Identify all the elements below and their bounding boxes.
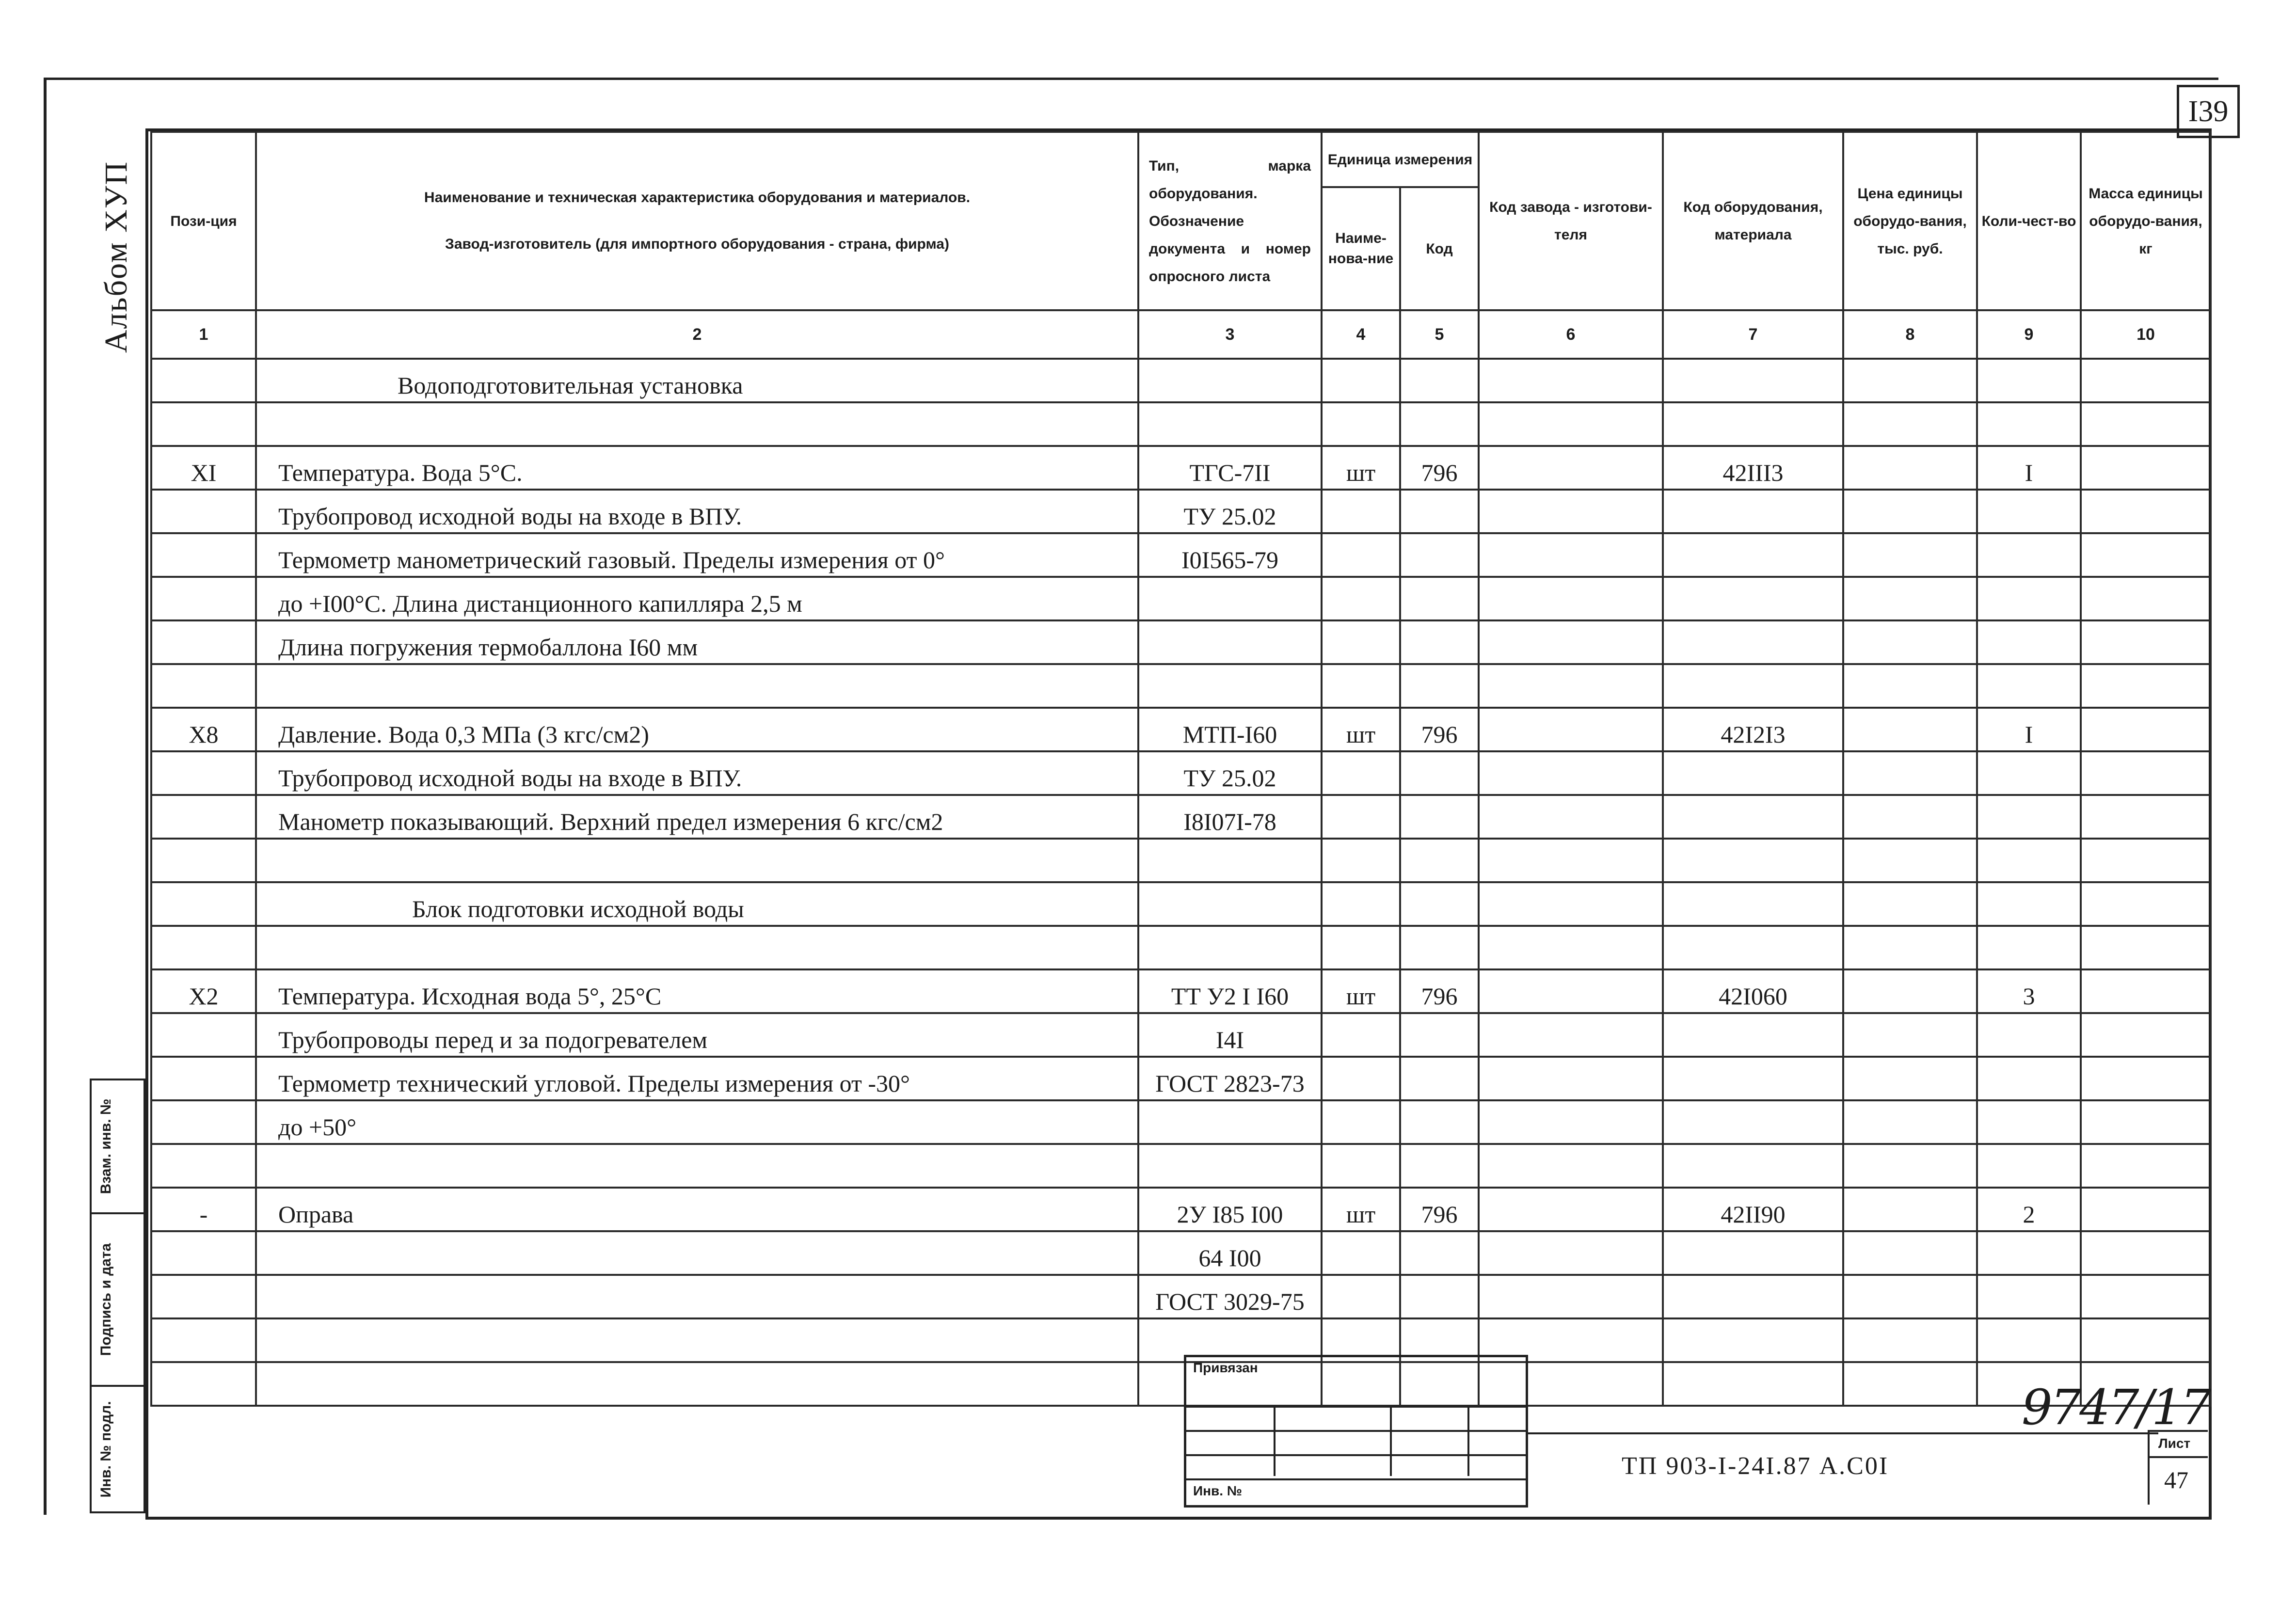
cell-price xyxy=(1843,1013,1977,1057)
table-row xyxy=(151,1318,2211,1362)
cell-unit-code xyxy=(1400,1013,1479,1057)
cell-mass xyxy=(2081,490,2211,533)
cell-unit-name xyxy=(1322,839,1400,882)
cell-price xyxy=(1843,1231,1977,1275)
cell-price xyxy=(1843,1100,1977,1144)
cell-plant-code xyxy=(1479,839,1663,882)
cell-type: ТГС-7II xyxy=(1138,446,1322,490)
cell-unit-name xyxy=(1322,1275,1400,1318)
cell-price xyxy=(1843,490,1977,533)
cell-position xyxy=(151,359,256,402)
cell-equip-code xyxy=(1663,1013,1843,1057)
cell-mass xyxy=(2081,1100,2211,1144)
cell-mass xyxy=(2081,446,2211,490)
header-position: Пози-ция xyxy=(151,132,256,310)
table-row xyxy=(151,839,2211,882)
cell-position: - xyxy=(151,1188,256,1231)
table-row xyxy=(151,620,2211,664)
cell-equip-code xyxy=(1663,1362,1843,1406)
cell-type xyxy=(1138,926,1322,969)
cell-equip-code xyxy=(1663,490,1843,533)
album-label-text: Альбом ХУП xyxy=(98,160,134,353)
table-row xyxy=(151,969,2211,1013)
cell-qty: I xyxy=(1977,708,2081,751)
cell-type: ГОСТ 2823-73 xyxy=(1138,1057,1322,1100)
cell-unit-name xyxy=(1322,664,1400,708)
table-row xyxy=(151,1100,2211,1144)
cell-name: Трубопровод исходной воды на входе в ВПУ. xyxy=(256,751,1138,795)
cell-mass xyxy=(2081,1013,2211,1057)
cell-equip-code xyxy=(1663,1100,1843,1144)
side-stamp-vzam-text: Взам. инв. № xyxy=(98,1098,114,1194)
cell-name: Манометр показывающий. Верхний предел измерения 6 кгс/см2 xyxy=(256,795,1138,839)
cell-equip-code xyxy=(1663,1318,1843,1362)
cell-equip-code xyxy=(1663,882,1843,926)
cell-plant-code xyxy=(1479,708,1663,751)
cell-position xyxy=(151,1362,256,1406)
cell-type xyxy=(1138,664,1322,708)
col-number: 1 xyxy=(151,310,256,359)
cell-position xyxy=(151,490,256,533)
cell-name: Трубопровод исходной воды на входе в ВПУ. xyxy=(256,490,1138,533)
cell-name: Трубопроводы перед и за подогревателем xyxy=(256,1013,1138,1057)
cell-type xyxy=(1138,1144,1322,1188)
cell-qty xyxy=(1977,1318,2081,1362)
cell-equip-code: 42II90 xyxy=(1663,1188,1843,1231)
cell-name: Термометр манометрический газовый. Пределы измерения от 0° xyxy=(256,533,1138,577)
cell-name xyxy=(256,1318,1138,1362)
cell-price xyxy=(1843,708,1977,751)
page-number: I39 xyxy=(2177,85,2240,138)
cell-name: Длина погружения термобаллона I60 мм xyxy=(256,620,1138,664)
cell-type xyxy=(1138,620,1322,664)
cell-mass xyxy=(2081,1318,2211,1362)
cell-position xyxy=(151,926,256,969)
cell-qty xyxy=(1977,533,2081,577)
cell-position: XI xyxy=(151,446,256,490)
cell-qty xyxy=(1977,1231,2081,1275)
cell-position xyxy=(151,620,256,664)
cell-equip-code xyxy=(1663,795,1843,839)
cell-mass xyxy=(2081,969,2211,1013)
cell-mass xyxy=(2081,359,2211,402)
cell-equip-code xyxy=(1663,402,1843,446)
cell-position xyxy=(151,577,256,620)
cell-position xyxy=(151,882,256,926)
cell-name xyxy=(256,839,1138,882)
table-row xyxy=(151,1013,2211,1057)
cell-price xyxy=(1843,1144,1977,1188)
cell-unit-name xyxy=(1322,1013,1400,1057)
cell-price xyxy=(1843,882,1977,926)
cell-mass xyxy=(2081,664,2211,708)
cell-position xyxy=(151,1318,256,1362)
cell-unit-name xyxy=(1322,795,1400,839)
cell-price xyxy=(1843,664,1977,708)
col-number: 2 xyxy=(256,310,1138,359)
cell-name: до +50° xyxy=(256,1100,1138,1144)
cell-qty xyxy=(1977,359,2081,402)
cell-type: ГОСТ 3029-75 xyxy=(1138,1275,1322,1318)
cell-unit-name: шт xyxy=(1322,969,1400,1013)
cell-qty xyxy=(1977,620,2081,664)
cell-type: МТП-I60 xyxy=(1138,708,1322,751)
cell-plant-code xyxy=(1479,1144,1663,1188)
cell-equip-code xyxy=(1663,359,1843,402)
cell-unit-name xyxy=(1322,359,1400,402)
cell-plant-code xyxy=(1479,1275,1663,1318)
cell-equip-code xyxy=(1663,664,1843,708)
header-plant-code: Код завода - изготови-теля xyxy=(1479,132,1663,310)
cell-plant-code xyxy=(1479,446,1663,490)
cell-position xyxy=(151,795,256,839)
cell-qty xyxy=(1977,1144,2081,1188)
album-label xyxy=(97,160,136,353)
side-stamp-podl xyxy=(90,1385,145,1513)
cell-equip-code xyxy=(1663,1275,1843,1318)
cell-position xyxy=(151,1013,256,1057)
cell-unit-name xyxy=(1322,926,1400,969)
cell-qty xyxy=(1977,1013,2081,1057)
cell-equip-code: 42III3 xyxy=(1663,446,1843,490)
cell-unit-code xyxy=(1400,1057,1479,1100)
cell-qty xyxy=(1977,1057,2081,1100)
document-code: ТП 903-I-24I.87 А.C0I xyxy=(1622,1452,1889,1480)
cell-plant-code xyxy=(1479,969,1663,1013)
cell-name xyxy=(256,1362,1138,1406)
cell-name: Водоподготовительная установка xyxy=(256,359,1138,402)
cell-mass xyxy=(2081,1057,2211,1100)
table-row xyxy=(151,1362,2211,1406)
cell-plant-code xyxy=(1479,620,1663,664)
cell-unit-code xyxy=(1400,882,1479,926)
cell-position xyxy=(151,751,256,795)
header-qty: Коли-чест-во xyxy=(1977,132,2081,310)
cell-equip-code xyxy=(1663,533,1843,577)
cell-mass xyxy=(2081,1231,2211,1275)
cell-plant-code xyxy=(1479,577,1663,620)
cell-mass xyxy=(2081,839,2211,882)
cell-mass xyxy=(2081,1144,2211,1188)
cell-name: Оправа xyxy=(256,1188,1138,1231)
cell-position xyxy=(151,1057,256,1100)
cell-unit-code xyxy=(1400,751,1479,795)
cell-price xyxy=(1843,1188,1977,1231)
table-row xyxy=(151,1231,2211,1275)
specification-table xyxy=(150,131,2212,1407)
cell-unit-name xyxy=(1322,490,1400,533)
table-row xyxy=(151,1144,2211,1188)
cell-equip-code: 42I2I3 xyxy=(1663,708,1843,751)
cell-type xyxy=(1138,577,1322,620)
header-unit-name: Наиме-нова-ние xyxy=(1322,187,1400,310)
cell-mass xyxy=(2081,1275,2211,1318)
cell-unit-code xyxy=(1400,577,1479,620)
cell-position xyxy=(151,839,256,882)
cell-plant-code xyxy=(1479,751,1663,795)
cell-unit-code: 796 xyxy=(1400,446,1479,490)
cell-price xyxy=(1843,446,1977,490)
cell-qty xyxy=(1977,795,2081,839)
cell-mass xyxy=(2081,926,2211,969)
cell-equip-code xyxy=(1663,1057,1843,1100)
inv-no-label: Инв. № xyxy=(1193,1483,1243,1498)
cell-qty: 2 xyxy=(1977,1188,2081,1231)
cell-unit-name xyxy=(1322,751,1400,795)
cell-position xyxy=(151,402,256,446)
cell-type: 2У I85 I00 xyxy=(1138,1188,1322,1231)
cell-unit-name xyxy=(1322,1231,1400,1275)
cell-name: Блок подготовки исходной воды xyxy=(256,882,1138,926)
cell-unit-code xyxy=(1400,664,1479,708)
cell-mass xyxy=(2081,402,2211,446)
cell-mass xyxy=(2081,751,2211,795)
header-row xyxy=(151,132,2211,187)
privyazan-label: Привязан xyxy=(1193,1360,1258,1375)
table-row xyxy=(151,795,2211,839)
cell-unit-code xyxy=(1400,1100,1479,1144)
header-equip-code: Код оборудования, материала xyxy=(1663,132,1843,310)
cell-qty xyxy=(1977,926,2081,969)
cell-position xyxy=(151,1100,256,1144)
cell-name xyxy=(256,926,1138,969)
cell-unit-name xyxy=(1322,620,1400,664)
col-number: 7 xyxy=(1663,310,1843,359)
cell-qty xyxy=(1977,402,2081,446)
cell-position: X2 xyxy=(151,969,256,1013)
cell-equip-code xyxy=(1663,1144,1843,1188)
cell-name: Температура. Вода 5°С. xyxy=(256,446,1138,490)
cell-plant-code xyxy=(1479,1231,1663,1275)
side-stamp-podl-text: Инв. № подл. xyxy=(98,1400,114,1498)
cell-price xyxy=(1843,1057,1977,1100)
cell-price xyxy=(1843,577,1977,620)
table-row xyxy=(151,577,2211,620)
cell-plant-code xyxy=(1479,1188,1663,1231)
cell-equip-code xyxy=(1663,839,1843,882)
cell-qty xyxy=(1977,1100,2081,1144)
cell-unit-name xyxy=(1322,533,1400,577)
cell-position: X8 xyxy=(151,708,256,751)
cell-price xyxy=(1843,620,1977,664)
col-number: 9 xyxy=(1977,310,2081,359)
cell-type: ТТ У2 I I60 xyxy=(1138,969,1322,1013)
cell-qty: 3 xyxy=(1977,969,2081,1013)
cell-type: I0I565-79 xyxy=(1138,533,1322,577)
cell-name xyxy=(256,1144,1138,1188)
cell-name: до +I00°С. Длина дистанционного капилляра 2,5 м xyxy=(256,577,1138,620)
table-row xyxy=(151,1188,2211,1231)
sheet-value: 47 xyxy=(2164,1466,2188,1493)
table-row xyxy=(151,926,2211,969)
cell-price xyxy=(1843,969,1977,1013)
cell-price xyxy=(1843,926,1977,969)
cell-unit-code xyxy=(1400,1144,1479,1188)
header-name-line2: Завод-изготовитель (для импортного оборудования - страна, фирма) xyxy=(445,236,949,252)
cell-plant-code xyxy=(1479,402,1663,446)
column-number-row xyxy=(151,310,2211,359)
col-number: 4 xyxy=(1322,310,1400,359)
header-name xyxy=(256,132,1138,310)
table-row xyxy=(151,402,2211,446)
cell-unit-name xyxy=(1322,1057,1400,1100)
cell-equip-code xyxy=(1663,1231,1843,1275)
cell-plant-code xyxy=(1479,882,1663,926)
cell-type: I8I07I-78 xyxy=(1138,795,1322,839)
title-block-stamp xyxy=(1184,1355,1528,1508)
cell-qty xyxy=(1977,664,2081,708)
table-row xyxy=(151,708,2211,751)
cell-unit-name xyxy=(1322,577,1400,620)
cell-plant-code xyxy=(1479,795,1663,839)
cell-unit-name xyxy=(1322,1100,1400,1144)
cell-type: I4I xyxy=(1138,1013,1322,1057)
cell-unit-name: шт xyxy=(1322,446,1400,490)
cell-unit-code xyxy=(1400,620,1479,664)
sheet-label: Лист xyxy=(2158,1436,2191,1451)
cell-type xyxy=(1138,1100,1322,1144)
cell-name: Температура. Исходная вода 5°, 25°С xyxy=(256,969,1138,1013)
cell-unit-code: 796 xyxy=(1400,1188,1479,1231)
cell-unit-code xyxy=(1400,795,1479,839)
cell-type xyxy=(1138,402,1322,446)
col-number: 3 xyxy=(1138,310,1322,359)
cell-qty xyxy=(1977,751,2081,795)
col-number: 6 xyxy=(1479,310,1663,359)
cell-position xyxy=(151,664,256,708)
side-stamp-vzam xyxy=(90,1079,145,1214)
header-price: Цена единицы оборудо-вания, тыс. руб. xyxy=(1843,132,1977,310)
cell-plant-code xyxy=(1479,1057,1663,1100)
cell-unit-name xyxy=(1322,882,1400,926)
sheet-box xyxy=(2148,1430,2208,1505)
cell-type: ТУ 25.02 xyxy=(1138,490,1322,533)
cell-qty xyxy=(1977,577,2081,620)
cell-name: Давление. Вода 0,3 МПа (3 кгс/см2) xyxy=(256,708,1138,751)
side-stamp-sign xyxy=(90,1212,145,1387)
cell-unit-code: 796 xyxy=(1400,969,1479,1013)
col-number: 5 xyxy=(1400,310,1479,359)
cell-name xyxy=(256,1231,1138,1275)
cell-plant-code xyxy=(1479,1013,1663,1057)
cell-unit-name: шт xyxy=(1322,708,1400,751)
cell-qty: I xyxy=(1977,446,2081,490)
cell-price xyxy=(1843,1362,1977,1406)
cell-mass xyxy=(2081,882,2211,926)
cell-price xyxy=(1843,795,1977,839)
cell-mass xyxy=(2081,708,2211,751)
cell-equip-code xyxy=(1663,926,1843,969)
cell-type: 64 I00 xyxy=(1138,1231,1322,1275)
cell-unit-code xyxy=(1400,359,1479,402)
cell-mass xyxy=(2081,577,2211,620)
cell-equip-code xyxy=(1663,620,1843,664)
cell-equip-code xyxy=(1663,577,1843,620)
cell-plant-code xyxy=(1479,490,1663,533)
cell-price xyxy=(1843,1275,1977,1318)
cell-mass xyxy=(2081,620,2211,664)
cell-qty xyxy=(1977,1275,2081,1318)
cell-position xyxy=(151,1144,256,1188)
cell-plant-code xyxy=(1479,359,1663,402)
table-row xyxy=(151,664,2211,708)
cell-equip-code: 42I060 xyxy=(1663,969,1843,1013)
cell-unit-code xyxy=(1400,490,1479,533)
table-row xyxy=(151,751,2211,795)
cell-position xyxy=(151,1231,256,1275)
cell-unit-name: шт xyxy=(1322,1188,1400,1231)
table-row xyxy=(151,882,2211,926)
cell-price xyxy=(1843,402,1977,446)
header-unit-group: Единица измерения xyxy=(1322,132,1479,187)
cell-unit-code xyxy=(1400,533,1479,577)
header-mass: Масса единицы оборудо-вания, кг xyxy=(2081,132,2211,310)
cell-unit-code xyxy=(1400,1275,1479,1318)
cell-unit-code xyxy=(1400,926,1479,969)
cell-price xyxy=(1843,1318,1977,1362)
cell-mass xyxy=(2081,795,2211,839)
cell-name xyxy=(256,664,1138,708)
cell-position xyxy=(151,1275,256,1318)
cell-position xyxy=(151,533,256,577)
side-stamp-sign-text: Подпись и дата xyxy=(98,1243,114,1356)
col-number: 10 xyxy=(2081,310,2211,359)
cell-plant-code xyxy=(1479,533,1663,577)
cell-unit-code xyxy=(1400,1231,1479,1275)
cell-type xyxy=(1138,839,1322,882)
cell-type: ТУ 25.02 xyxy=(1138,751,1322,795)
cell-unit-code xyxy=(1400,402,1479,446)
cell-type xyxy=(1138,882,1322,926)
table-row xyxy=(151,490,2211,533)
cell-price xyxy=(1843,751,1977,795)
cell-price xyxy=(1843,839,1977,882)
header-name-line1: Наименование и техническая характеристика оборудования и материалов. xyxy=(424,190,971,206)
cell-name xyxy=(256,1275,1138,1318)
cell-qty xyxy=(1977,882,2081,926)
cell-price xyxy=(1843,533,1977,577)
cell-type xyxy=(1138,359,1322,402)
header-type: Тип, марка оборудования. Обозначение документа и номер опросного листа xyxy=(1138,132,1322,310)
cell-mass xyxy=(2081,533,2211,577)
cell-qty xyxy=(1977,839,2081,882)
cell-equip-code xyxy=(1663,751,1843,795)
cell-plant-code xyxy=(1479,926,1663,969)
cell-price xyxy=(1843,359,1977,402)
cell-name xyxy=(256,402,1138,446)
table-row xyxy=(151,1057,2211,1100)
table-row xyxy=(151,359,2211,402)
cell-unit-name xyxy=(1322,402,1400,446)
handwritten-number: 9747/17 xyxy=(2022,1379,2210,1436)
cell-qty xyxy=(1977,490,2081,533)
table-row xyxy=(151,446,2211,490)
table-row xyxy=(151,1275,2211,1318)
cell-unit-code: 796 xyxy=(1400,708,1479,751)
table-body xyxy=(151,359,2211,1406)
cell-name: Термометр технический угловой. Пределы измерения от -30° xyxy=(256,1057,1138,1100)
table-row xyxy=(151,533,2211,577)
cell-unit-code xyxy=(1400,839,1479,882)
cell-plant-code xyxy=(1479,664,1663,708)
col-number: 8 xyxy=(1843,310,1977,359)
cell-unit-name xyxy=(1322,1144,1400,1188)
cell-mass xyxy=(2081,1188,2211,1231)
header-unit-code: Код xyxy=(1400,187,1479,310)
cell-plant-code xyxy=(1479,1100,1663,1144)
